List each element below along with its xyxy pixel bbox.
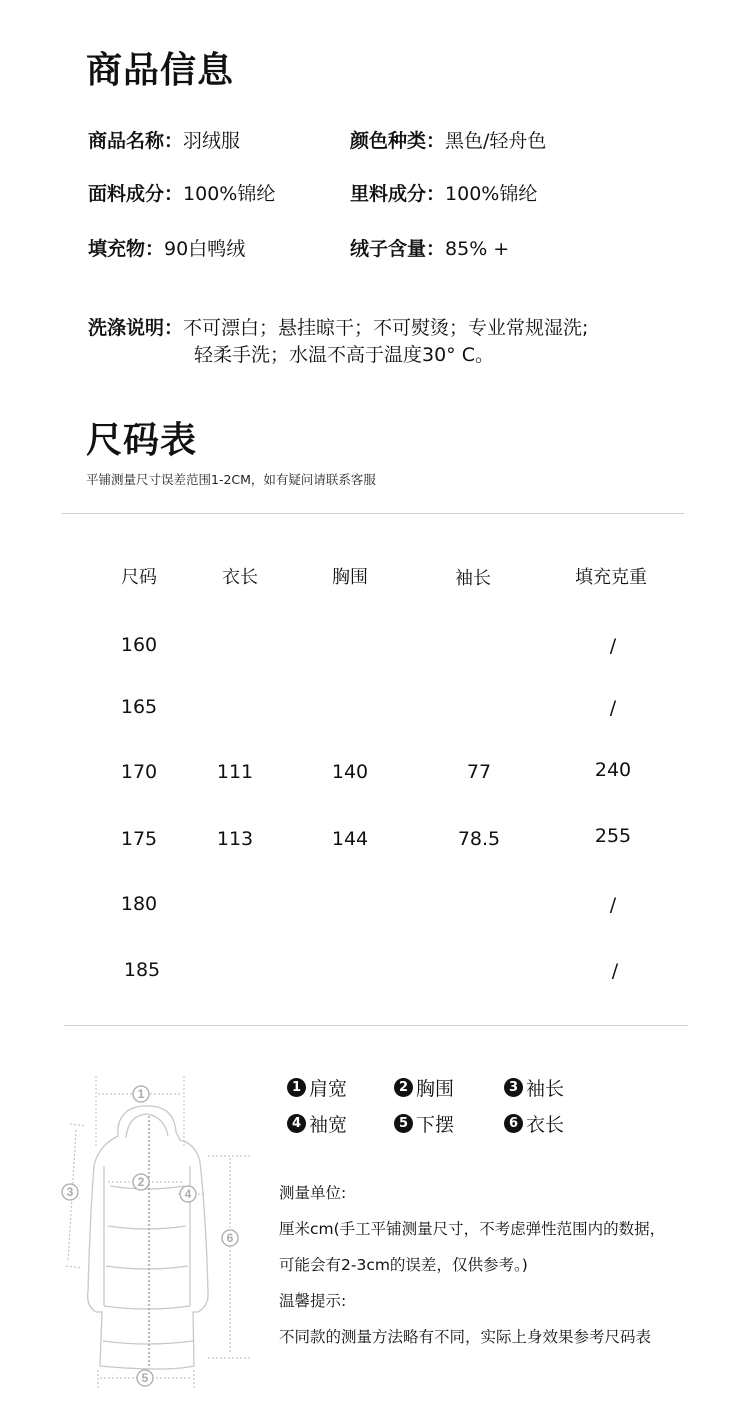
product-name-value: 羽绒服 [183, 130, 241, 152]
legend-number: 6 [504, 1114, 523, 1133]
wash-line-2: 轻柔手洗；水温不高于温度30° C。 [194, 344, 494, 366]
table-cell: 111 [216, 761, 254, 783]
down-value: 85% + [445, 238, 510, 260]
unit-title: 测量单位: [279, 1184, 347, 1202]
table-cell: 160 [120, 634, 158, 656]
measure-notes [279, 1175, 739, 1355]
diagram-mark-3: 3 [66, 1185, 74, 1199]
filling-row [88, 234, 245, 261]
table-cell: / [609, 697, 617, 719]
legend-label: 下摆 [416, 1114, 455, 1136]
lining-value: 100%锦纶 [445, 183, 538, 205]
legend-number: 2 [394, 1078, 413, 1097]
fabric-label: 面料成分： [88, 183, 184, 205]
fabric-row [88, 179, 275, 206]
legend-item [287, 1074, 347, 1101]
legend-label: 胸围 [416, 1078, 455, 1100]
wash-row [88, 313, 588, 340]
legend-item [394, 1110, 454, 1137]
lining-label: 里料成分： [350, 183, 446, 205]
legend-label: 肩宽 [309, 1078, 348, 1100]
product-name-row [88, 126, 240, 153]
coat-diagram-icon [48, 1066, 268, 1396]
unit-line-2: 可能会有2-3cm的误差，仅供参考。) [279, 1256, 528, 1274]
table-cell: 255 [594, 825, 632, 847]
diagram-mark-4: 4 [184, 1187, 192, 1201]
legend-number: 4 [287, 1114, 306, 1133]
legend-item [394, 1074, 454, 1101]
legend-item [287, 1110, 347, 1137]
color-label: 颜色种类： [350, 130, 446, 152]
table-cell: 144 [331, 828, 369, 850]
table-cell: 180 [120, 893, 158, 915]
legend-item [504, 1110, 564, 1137]
filling-label: 填充物： [88, 238, 165, 260]
size-chart-title: 尺码表 [86, 420, 198, 461]
fabric-value: 100%锦纶 [183, 183, 276, 205]
legend-number: 3 [504, 1078, 523, 1097]
table-cell: 113 [216, 828, 254, 850]
product-name-label: 商品名称： [88, 130, 184, 152]
table-header-fill-weight: 填充克重 [575, 567, 647, 588]
divider-bottom [64, 1025, 688, 1026]
table-cell: 140 [331, 761, 369, 783]
legend-label: 袖宽 [309, 1114, 348, 1136]
wash-label: 洗涤说明： [88, 317, 184, 339]
legend-item [504, 1074, 564, 1101]
table-cell: / [609, 894, 617, 916]
table-cell: 77 [466, 761, 492, 783]
tip-title: 温馨提示: [279, 1292, 347, 1310]
diagram-mark-5: 5 [141, 1371, 149, 1385]
table-cell: 78.5 [457, 828, 501, 850]
down-row [350, 234, 509, 261]
legend-number: 1 [287, 1078, 306, 1097]
diagram-mark-6: 6 [226, 1231, 234, 1245]
color-row [350, 126, 546, 153]
diagram-mark-2: 2 [137, 1175, 145, 1189]
table-header-sleeve: 袖长 [455, 568, 491, 589]
table-cell: / [609, 635, 617, 657]
table-cell: 175 [120, 828, 158, 850]
filling-value: 90白鸭绒 [164, 238, 246, 260]
down-label: 绒子含量： [350, 238, 446, 260]
lining-row [350, 179, 537, 206]
divider-top [62, 513, 684, 514]
table-header-chest: 胸围 [332, 567, 368, 588]
tip-text: 不同款的测量方法略有不同，实际上身效果参考尺码表 [279, 1328, 652, 1346]
table-header-length: 衣长 [222, 567, 258, 588]
legend-label: 衣长 [526, 1114, 565, 1136]
unit-line-1: 厘米cm(手工平铺测量尺寸，不考虑弹性范围内的数据， [279, 1220, 666, 1238]
table-cell: 240 [594, 759, 632, 781]
product-info-title: 商品信息 [86, 50, 235, 91]
color-value: 黑色/轻舟色 [445, 130, 547, 152]
table-cell: / [611, 960, 619, 982]
wash-line-1: 不可漂白；悬挂晾干；不可熨烫；专业常规湿洗; [183, 317, 589, 339]
table-cell: 185 [123, 959, 161, 981]
diagram-mark-1: 1 [137, 1087, 145, 1101]
table-header-size: 尺码 [121, 567, 157, 588]
legend-number: 5 [394, 1114, 413, 1133]
table-cell: 165 [120, 696, 158, 718]
table-cell: 170 [120, 761, 158, 783]
legend-label: 袖长 [526, 1078, 565, 1100]
size-chart-note: 平铺测量尺寸误差范围1-2CM，如有疑问请联系客服 [86, 472, 376, 487]
